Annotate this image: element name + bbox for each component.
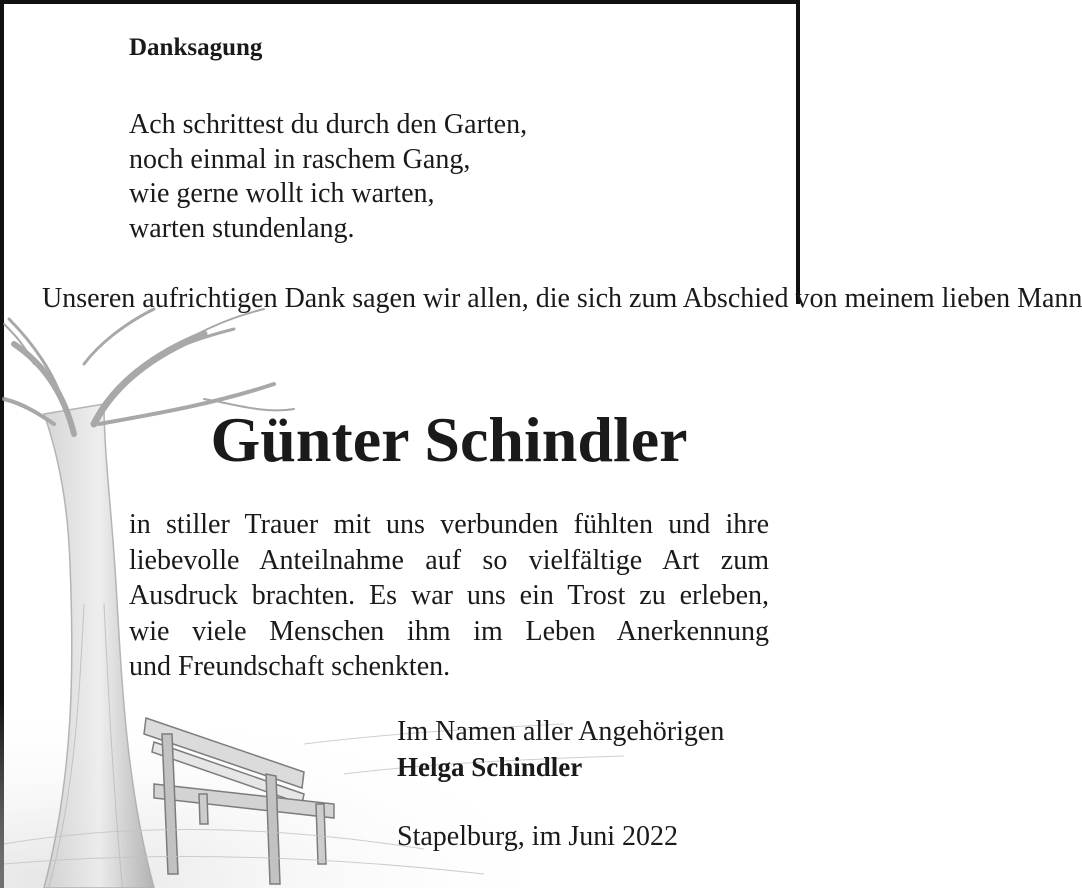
intro-line: Abschied von meinem lieben Mann [682,283,1082,314]
poem-line: warten stundenlang. [129,212,355,244]
body-line: Ausdruck brachten. Es war uns ein Trost zu erleben, [129,580,769,611]
deceased-name: Günter Schindler [210,404,688,475]
intro-paragraph [42,282,1082,317]
body-line: liebevolle Anteilnahme auf so vielfältige Art zum [129,544,769,576]
notice-heading: Danksagung [129,34,263,61]
body-line: in stiller Trauer mit uns verbunden fühlten und ihre [129,509,769,540]
poem-line: Ach schrittest du durch den Garten, [129,109,528,140]
signature-lead: Im Namen aller Angehörigen [397,716,725,747]
signature-name: Helga Schindler [397,752,583,782]
body-line: wie viele Menschen ihm im Leben Anerkennung [129,615,769,647]
thanks-paragraph [129,507,769,685]
place-and-date: Stapelburg, im Juni 2022 [397,821,679,852]
poem-line: wie gerne wollt ich warten, [129,178,435,209]
intro-line: Unseren aufrichtigen Dank sagen wir allen, die sich zum [42,283,678,314]
memorial-poem [129,108,527,246]
body-line: und Freundschaft schenkten. [129,651,451,682]
poem-line: noch einmal in raschem Gang, [129,143,471,175]
